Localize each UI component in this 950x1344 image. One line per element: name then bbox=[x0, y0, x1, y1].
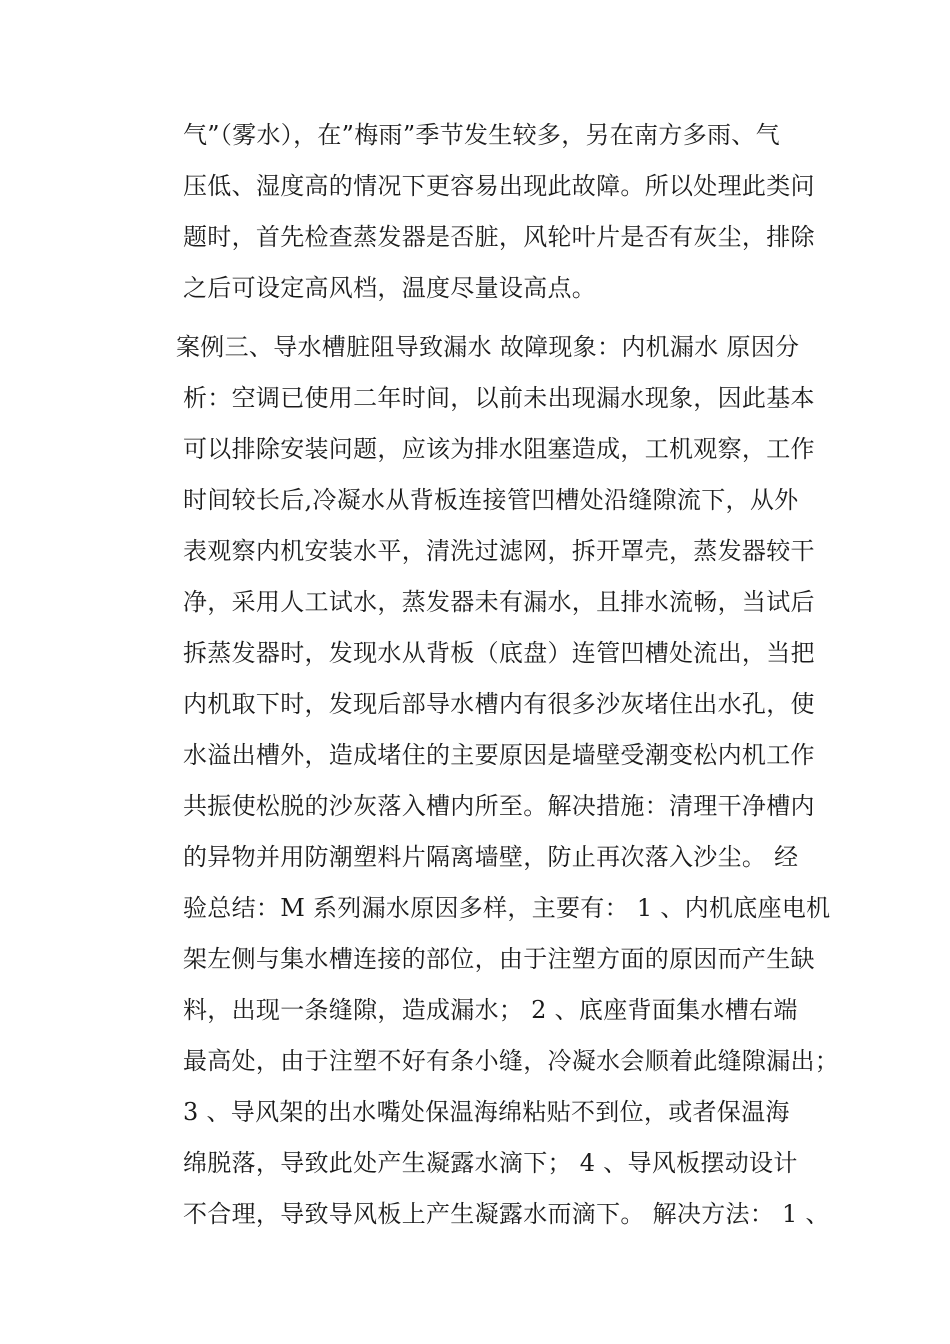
text-line: 水溢出槽外，造成堵住的主要原因是墙壁受潮变松内机工作 bbox=[183, 741, 815, 769]
text-line: 料，出现一条缝隙，造成漏水； 2 、底座背面集水槽右端 bbox=[183, 996, 798, 1024]
text-line: 净，采用人工试水，蒸发器未有漏水，且排水流畅，当试后 bbox=[183, 588, 815, 616]
text-line: 气”（雾水），在”梅雨”季节发生较多，另在南方多雨、气 bbox=[183, 121, 780, 149]
text-line: 内机取下时，发现后部导水槽内有很多沙灰堵住出水孔，使 bbox=[183, 690, 815, 718]
text-line: 可以排除安装问题，应该为排水阻塞造成，工机观察，工作 bbox=[183, 435, 815, 463]
text-line: 时间较长后,冷凝水从背板连接管凹槽处沿缝隙流下，从外 bbox=[183, 486, 799, 514]
text-line: 析：空调已使用二年时间，以前未出现漏水现象，因此基本 bbox=[183, 384, 815, 412]
text-line: 拆蒸发器时，发现水从背板（底盘）连管凹槽处流出，当把 bbox=[183, 639, 815, 667]
text-line: 表观察内机安装水平，清洗过滤网，拆开罩壳，蒸发器较干 bbox=[183, 537, 815, 565]
text-line: 题时，首先检查蒸发器是否脏，风轮叶片是否有灰尘，排除 bbox=[183, 223, 815, 251]
text-line: 最高处，由于注塑不好有条小缝，冷凝水会顺着此缝隙漏出； bbox=[183, 1047, 840, 1075]
text-line: 3 、导风架的出水嘴处保温海绵粘贴不到位，或者保温海 bbox=[183, 1098, 790, 1126]
text-line: 的异物并用防潮塑料片隔离墙壁，防止再次落入沙尘。 经 bbox=[183, 843, 799, 871]
text-line: 绵脱落，导致此处产生凝露水滴下； 4 、导风板摆动设计 bbox=[183, 1149, 798, 1177]
text-line: 案例三、导水槽脏阻导致漏水 故障现象：内机漏水 原因分 bbox=[176, 333, 800, 361]
text-line: 验总结：M 系列漏水原因多样，主要有： 1 、内机底座电机 bbox=[183, 894, 831, 922]
text-line: 共振使松脱的沙灰落入槽内所至。解决措施：清理干净槽内 bbox=[183, 792, 815, 820]
text-line: 之后可设定高风档，温度尽量设高点。 bbox=[183, 274, 597, 302]
text-line: 不合理，导致导风板上产生凝露水而滴下。 解决方法： 1 、 bbox=[183, 1200, 830, 1228]
text-line: 架左侧与集水槽连接的部位，由于注塑方面的原因而产生缺 bbox=[183, 945, 815, 973]
text-line: 压低、湿度高的情况下更容易出现此故障。所以处理此类问 bbox=[183, 172, 815, 200]
